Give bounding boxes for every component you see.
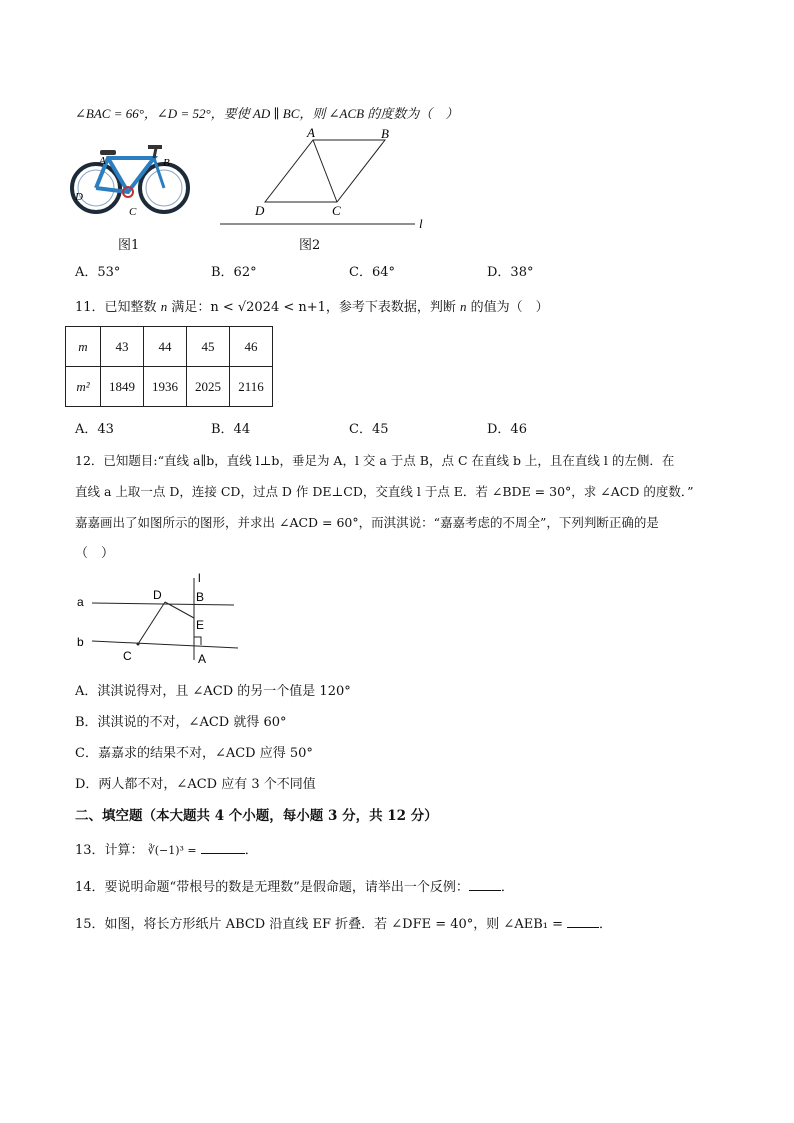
q11-stem xyxy=(75,296,549,315)
handlebar xyxy=(148,145,162,149)
fig1-label-c: C xyxy=(129,206,137,218)
q15-answer-blank[interactable] xyxy=(567,915,599,928)
q10-option-b[interactable]: B．62° xyxy=(211,265,257,280)
q11-option-c[interactable]: C．45 xyxy=(349,422,389,437)
diagonal-ac xyxy=(313,140,337,202)
fig2-label-a: A xyxy=(307,126,315,140)
q12-figure xyxy=(72,568,247,668)
squares-table xyxy=(65,326,273,407)
label-a-line: a xyxy=(77,595,84,609)
q14-answer-blank[interactable] xyxy=(469,878,501,891)
q15 xyxy=(75,913,612,932)
q12-line-1: 12．已知题目:“直线 a∥b，直线 l⊥b，垂足为 A，l 交 a 于点 B，点 C 在直线 b 上，且在直线 l 的左侧．在 xyxy=(75,453,675,468)
q10-option-c[interactable]: C．64° xyxy=(349,265,395,280)
label-l-line: l xyxy=(198,571,201,585)
q12-line-3: 嘉嘉画出了如图所示的图形，并求出 ∠ACD = 60°，而淇淇说：“嘉嘉考虑的不周全”，下列判断正确的是 xyxy=(75,515,659,530)
fig1-label-a: A xyxy=(99,155,106,167)
table-header-m: m xyxy=(66,327,101,367)
segment-cd xyxy=(138,602,165,644)
q12-option-a[interactable]: A．淇淇说得对，且 ∠ACD 的另一个值是 120° xyxy=(75,684,351,699)
fig2-label-l: l xyxy=(419,216,423,231)
q13 xyxy=(75,839,258,858)
table-cell: 2025 xyxy=(187,367,230,407)
q10-option-a[interactable]: A．53° xyxy=(75,265,121,280)
q12-option-c[interactable]: C．嘉嘉求的结果不对，∠ACD 应得 50° xyxy=(75,746,313,761)
q11-stem-suffix: 的值为（ ） xyxy=(466,300,549,315)
section-title: 二、填空题（本大题共 4 个小题，每小题 3 分，共 12 分） xyxy=(75,808,438,824)
fig2-label-c: C xyxy=(332,203,341,218)
q10-option-d[interactable]: D．38° xyxy=(487,265,534,280)
q11-stem-prefix: 11．已知整数 xyxy=(75,300,161,315)
fig1-label-d: D xyxy=(75,191,83,203)
right-angle-mark xyxy=(194,637,201,645)
table-row xyxy=(66,367,273,407)
table-cell: 43 xyxy=(101,327,144,367)
fig2-label-b: B xyxy=(381,126,389,141)
fig2-label-d: D xyxy=(255,203,265,218)
point-c xyxy=(137,643,140,646)
q11-option-a[interactable]: A．43 xyxy=(75,422,114,437)
table-cell: 2116 xyxy=(230,367,273,407)
q12-option-b[interactable]: B．淇淇说的不对，∠ACD 就得 60° xyxy=(75,715,287,730)
q15-text: 15．如图，将长方形纸片 ABCD 沿直线 EF 折叠．若 ∠DFE = 40°，则 ∠AEB₁ = xyxy=(75,917,563,932)
line-b xyxy=(92,641,238,648)
label-b-line: b xyxy=(77,635,84,649)
q13-prefix: 13．计算： xyxy=(75,843,144,858)
table-cell: 1849 xyxy=(101,367,144,407)
bike-stem xyxy=(154,148,156,158)
q14 xyxy=(75,876,514,895)
q12-line-4: （ ） xyxy=(75,546,115,561)
bicycle-figure xyxy=(66,140,196,220)
table-cell: 1936 xyxy=(144,367,187,407)
q11-option-d[interactable]: D．46 xyxy=(487,422,527,437)
table-cell: 45 xyxy=(187,327,230,367)
label-a-point: A xyxy=(198,652,207,666)
q12-option-d[interactable]: D．两人都不对，∠ACD 应有 3 个不同值 xyxy=(75,777,316,792)
table-header-m-squared: m² xyxy=(66,367,101,407)
label-b: B xyxy=(196,590,205,604)
q15-suffix: ． xyxy=(598,917,612,932)
q11-var-n: n xyxy=(160,299,168,314)
q12-line-2: 直线 a 上取一点 D，连接 CD，过点 D 作 DE⊥CD，交直线 l 于点 E．若 ∠BDE = 30°，求 ∠ACD 的度数．” xyxy=(75,484,694,499)
table-cell: 46 xyxy=(230,327,273,367)
q11-stem-mid: 满足：n < √2024 < n+1，参考下表数据，判断 xyxy=(167,300,461,315)
label-d: D xyxy=(153,588,162,602)
q14-text: 14．要说明命题“带根号的数是无理数”是假命题，请举出一个反例： xyxy=(75,880,469,895)
q10-stem: ∠BAC = 66°，∠D = 52°，要使 AD ∥ BC，则 ∠ACB 的度数为（ ） xyxy=(75,106,459,121)
parallelogram-figure xyxy=(215,126,435,232)
q13-answer-blank[interactable] xyxy=(201,841,245,854)
table-row xyxy=(66,327,273,367)
fig2-caption: 图2 xyxy=(299,238,321,253)
q13-suffix: ． xyxy=(244,843,258,858)
label-e: E xyxy=(196,618,205,632)
label-c: C xyxy=(123,649,132,663)
q13-expression: ∛(−1)³ = xyxy=(147,844,197,857)
q11-var-n2: n xyxy=(460,299,467,314)
fig1-caption: 图1 xyxy=(118,238,140,253)
table-cell: 44 xyxy=(144,327,187,367)
fig1-label-b: B xyxy=(163,157,170,169)
q11-option-b[interactable]: B．44 xyxy=(211,422,251,437)
q14-suffix: ． xyxy=(500,880,514,895)
